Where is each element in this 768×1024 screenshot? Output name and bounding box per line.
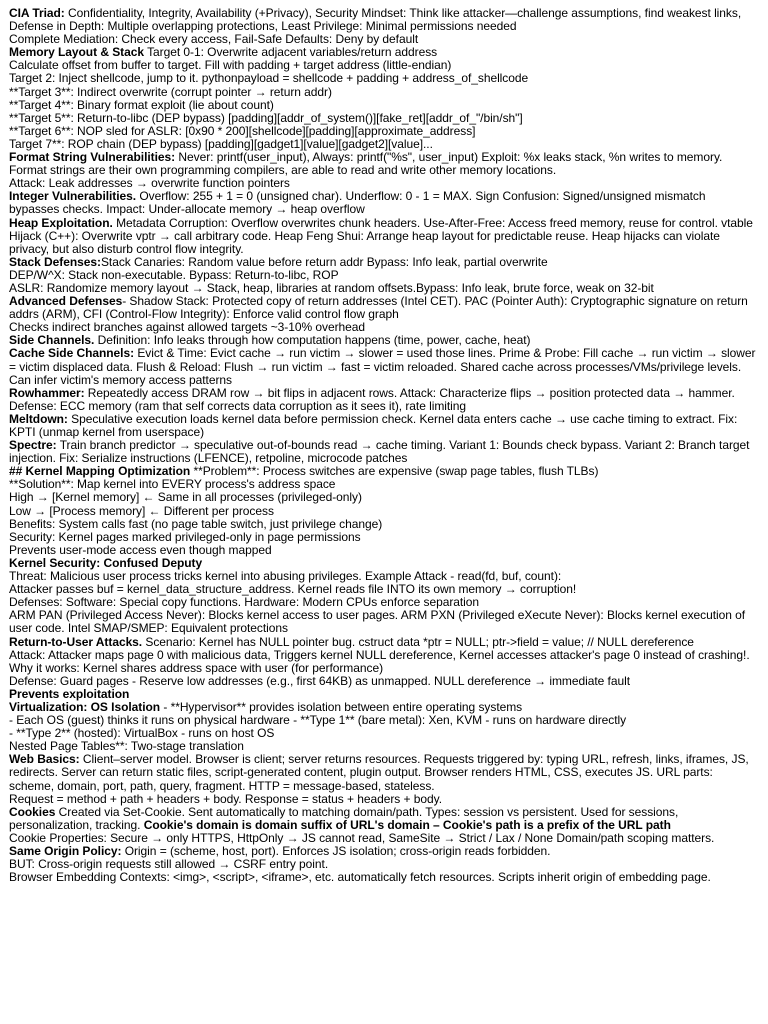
body-text: Repeatedly access DRAM row → bit flips in adjacent rows. Attack: Characterize flips → position protected data → hammer. Defense: ECC memory (ram that self corrects data corruption as it sees it), rate limiting — [9, 385, 735, 413]
bold-heading-text: Integer Vulnerabilities. — [9, 189, 137, 204]
bold-heading-text: Meltdown: — [9, 411, 68, 426]
body-text: Cookie Properties: Secure → only HTTPS, HttpOnly → JS cannot read, SameSite → Strict / Lax / None Domain/path scoping matters. — [9, 830, 715, 845]
bold-heading-text: Return-to-User Attacks. — [9, 634, 143, 649]
body-text: Scenario: Kernel has NULL pointer bug. cstruct data *ptr = NULL; ptr->field = value; // NULL dereference — [142, 634, 694, 649]
body-text: **Problem**: Process switches are expensive (swap page tables, flush TLBs) — [190, 464, 599, 479]
body-text: Defenses: Software: Special copy functions. Hardware: Modern CPUs enforce separation — [9, 595, 480, 610]
body-text: - **Hypervisor** provides isolation between entire operating systems — [160, 699, 523, 714]
body-text: Attacker passes buf = kernel_data_structure_address. Kernel reads file INTO its own memory → corruption! — [9, 582, 577, 597]
body-text: Checks indirect branches against allowed targets ~3-10% overhead — [9, 320, 366, 335]
body-text: Defense: Guard pages - Reserve low addresses (e.g., first 64KB) as unmapped. NULL dereference → immediate fault — [9, 673, 630, 688]
body-text: High → [Kernel memory] ← Same in all processes (privileged-only) — [9, 490, 362, 505]
body-text: Definition: Info leaks through how computation happens (time, power, cache, heat) — [94, 333, 531, 348]
text-line — [9, 347, 759, 386]
body-text: Target 0-1: Overwrite adjacent variables/return address — [144, 45, 438, 60]
bold-heading-text: Advanced Defenses — [9, 294, 123, 309]
text-line — [9, 151, 759, 177]
body-text: **Target 6**: NOP sled for ASLR: [0x90 * 200][shellcode][padding][approximate_address] — [9, 123, 476, 138]
bold-heading-text: Prevents exploitation — [9, 686, 130, 701]
body-text: Complete Mediation: Check every access, Fail-Safe Defaults: Deny by default — [9, 32, 419, 47]
text-line — [9, 609, 759, 635]
bold-heading-text: Same Origin Policy: — [9, 844, 122, 858]
text-line — [9, 439, 759, 465]
body-text: - **Type 2** (hosted): VirtualBox - runs on host OS — [9, 726, 275, 741]
bold-heading-text: Rowhammer: — [9, 385, 85, 400]
body-text: Origin = (scheme, host, port). Enforces JS isolation; cross-origin reads forbidden. — [121, 844, 551, 858]
body-text: Train branch predictor → speculative out-of-bounds read → cache timing. Variant 1: Bounds check bypass. Variant 2: Branch target injection. Fix: Serialize instructions (LFENCE), retpoline, microcode patches — [9, 438, 750, 466]
text-line — [9, 295, 759, 321]
body-text: DEP/W^X: Stack non-executable. Bypass: Return-to-libc, ROP — [9, 267, 339, 282]
bold-heading-text: Cache Side Channels: — [9, 346, 135, 361]
body-text: Security: Kernel pages marked privileged-only in page permissions — [9, 529, 361, 544]
text-line — [9, 649, 759, 675]
body-text: Benefits: System calls fast (no page table switch, just privilege change) — [9, 516, 383, 531]
body-text: Prevents user-mode access even though mapped — [9, 542, 272, 557]
text-line — [9, 871, 759, 884]
bold-heading-text: ## Kernel Mapping Optimization — [9, 464, 191, 479]
text-line — [9, 753, 759, 792]
body-text: Confidentiality, Integrity, Availability (+Privacy), Security Mindset: Think like attacker—challenge assumptions, find weakest links, Defense in Depth: Multiple overlapping protections, Least Privilege: Minimal permissions needed — [9, 6, 742, 34]
body-text: Client–server model. Browser is client; server returns resources. Requests triggered by: typing URL, refresh, links, iframes, JS, redirects. Server can return static files, script-generated content, plugin output. Browser renders HTML, CSS, executes JS. URL parts: scheme, domain, port, path, query, fragment. HTTP = message-based, stateless. — [9, 752, 749, 793]
bold-heading-text: CIA Triad: — [9, 6, 65, 20]
body-text: Request = method + path + headers + body. Response = status + headers + body. — [9, 791, 443, 806]
body-text: Threat: Malicious user process tricks kernel into abusing privileges. Example Attack - read(fd, buf, count): — [9, 569, 562, 584]
bold-heading-text: Virtualization: OS Isolation — [9, 699, 161, 714]
body-text: BUT: Cross-origin requests still allowed → CSRF entry point. — [9, 857, 329, 872]
body-text: Target 7**: ROP chain (DEP bypass) [padding][gadget1][value][gadget2][value]... — [9, 136, 433, 151]
body-text: Nested Page Tables**: Two-stage translation — [9, 739, 244, 754]
body-text: ARM PAN (Privileged Access Never): Blocks kernel access to user pages. ARM PXN (Privileged eXecute Never): Blocks kernel execution of user code. Intel SMAP/SMEP: Equivalent protections — [9, 608, 746, 636]
bold-heading-text: Memory Layout & Stack — [9, 45, 144, 60]
text-line — [9, 413, 759, 439]
text-line — [9, 387, 759, 413]
body-text: Low → [Process memory] ← Different per process — [9, 503, 274, 518]
body-text: **Solution**: Map kernel into EVERY process's address space — [9, 477, 336, 492]
body-text: Created via Set-Cookie. Sent automatically to matching domain/path. Types: session vs persistent. Used for sessions, personalization, tracking. — [9, 804, 679, 832]
bold-heading-text: Side Channels. — [9, 333, 95, 348]
body-text: Never: printf(user_input), Always: printf("%s", user_input) Exploit: %x leaks stack, %n writes to memory. Format strings are their own programming compilers, are able to read and write other memory locations. — [9, 150, 723, 178]
body-text: Speculative execution loads kernel data before permission check. Kernel data enters cache → use cache timing to extract. Fix: KPTI (unmap kernel from userspace) — [9, 411, 738, 439]
text-line — [9, 7, 759, 33]
body-text: Metadata Corruption: Overflow overwrites chunk headers. Use-After-Free: Access freed memory, reuse for control. vtable Hijack (C++): Overwrite vptr → call arbitrary code. Heap Feng Shui: Arrange heap layout for predictable reuse. Heap hijacks can violate privacy, but also disturb control flow integrity. — [9, 215, 753, 256]
body-text: - Shadow Stack: Protected copy of return addresses (Intel CET). PAC (Pointer Auth): Cryptographic signature on return addrs (ARM), CFI (Control-Flow Integrity): Enforce valid control flow graph — [9, 294, 748, 322]
bold-heading-text: Kernel Security: Confused Deputy — [9, 555, 203, 570]
body-text: Overflow: 255 + 1 = 0 (unsigned char). Underflow: 0 - 1 = MAX. Sign Confusion: Signed/unsigned mismatch bypasses checks. Impact: Under-allocate memory → heap overflow — [9, 189, 706, 217]
body-text: Stack Canaries: Random value before return addr Bypass: Info leak, partial overwrite — [100, 254, 548, 269]
body-text: ASLR: Randomize memory layout → Stack, heap, libraries at random offsets.Bypass: Info leak, brute force, weak on 32-bit — [9, 280, 654, 295]
bold-heading-text: Cookie's domain is domain suffix of URL's domain – Cookie's path is a prefix of the URL path — [143, 817, 671, 832]
text-line — [9, 806, 759, 832]
bold-heading-text: Cookies — [9, 804, 56, 819]
body-text: **Target 3**: Indirect overwrite (corrupt pointer → return addr) — [9, 84, 332, 99]
body-text: Browser Embedding Contexts: <img>, <script>, <iframe>, etc. automatically fetch resources. Scripts inherit origin of embedding page. — [9, 870, 711, 885]
text-line — [9, 217, 759, 256]
bold-heading-text: Heap Exploitation. — [9, 215, 113, 230]
bold-heading-text: Stack Defenses: — [9, 254, 101, 269]
body-text: Attack: Attacker maps page 0 with malicious data, Triggers kernel NULL dereference, Kernel accesses attacker's page 0 instead of crashing!. Why it works: Kernel shares address space with user (for performance) — [9, 647, 750, 675]
text-line — [9, 190, 759, 216]
body-text: Calculate offset from buffer to target. Fill with padding + target address (little-endian) — [9, 58, 452, 73]
body-text: **Target 4**: Binary format exploit (lie about count) — [9, 97, 274, 112]
body-text: Evict & Time: Evict cache → run victim → slower = used those lines. Prime & Probe: Fill cache → run victim → slower = victim displaced data. Flush & Reload: Flush → run victim → fast = victim reloaded. Shared cache across processes/VMs/privilege levels. Can infer victim's memory access patterns — [9, 346, 756, 387]
body-text: **Target 5**: Return-to-libc (DEP bypass) [padding][addr_of_system()][fake_ret][addr_of_"/bin/sh"] — [9, 110, 523, 125]
body-text: - Each OS (guest) thinks it runs on physical hardware - **Type 1** (bare metal): Xen, KVM - runs on hardware directly — [9, 713, 627, 728]
body-text: Target 2: Inject shellcode, jump to it. pythonpayload = shellcode + padding + address_of_shellcode — [9, 71, 529, 86]
bold-heading-text: Format String Vulnerabilities: — [9, 150, 176, 165]
body-text: Attack: Leak addresses → overwrite function pointers — [9, 176, 290, 191]
bold-heading-text: Spectre: — [9, 438, 57, 453]
bold-heading-text: Web Basics: — [9, 752, 80, 767]
